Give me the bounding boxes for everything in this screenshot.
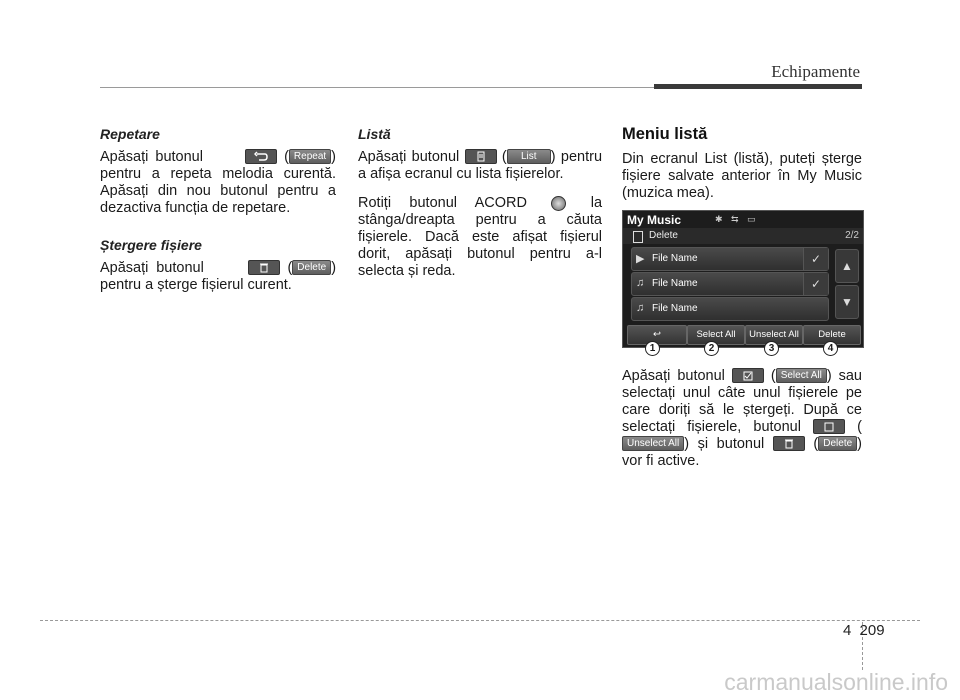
repeat-text-before: Apăsați butonul xyxy=(100,149,203,165)
file-name: File Name xyxy=(652,303,698,314)
callout-1: 1 xyxy=(645,341,660,356)
delete-button[interactable]: Delete xyxy=(803,325,861,345)
header-rule xyxy=(100,87,656,88)
unselect-text-after: ) și butonul xyxy=(684,436,765,452)
delete-text-before: Apăsați butonul xyxy=(100,260,204,276)
page-number-value: 209 xyxy=(859,622,885,639)
page-number xyxy=(843,622,885,639)
trash-icon xyxy=(773,436,805,451)
select-all-button[interactable]: Select All xyxy=(687,325,745,345)
repeat-heading: Repetare xyxy=(100,126,160,142)
screen-title: My Music xyxy=(627,213,682,227)
music-note-icon: ♫ xyxy=(636,277,645,289)
file-row[interactable] xyxy=(631,272,829,296)
watermark: carmanualsonline.info xyxy=(724,669,948,695)
back-button[interactable]: ↩ xyxy=(627,325,687,345)
list-paragraph xyxy=(358,149,602,183)
delete-button-label: Delete xyxy=(292,260,331,275)
check-icon[interactable]: ✓ xyxy=(803,248,828,270)
delete-open-paren: ( xyxy=(813,436,819,452)
file-name: File Name xyxy=(652,253,698,264)
callout-2: 2 xyxy=(704,341,719,356)
delete-open-paren: ( xyxy=(287,260,293,276)
acord-paragraph xyxy=(358,195,602,280)
callout-4: 4 xyxy=(823,341,838,356)
select-open-paren: ( xyxy=(770,368,776,384)
file-name: File Name xyxy=(652,278,698,289)
repeat-icon xyxy=(245,149,277,164)
list-icon xyxy=(633,231,643,243)
column-2 xyxy=(358,126,602,280)
list-icon xyxy=(465,149,497,164)
page-indicator: 2/2 xyxy=(845,230,859,241)
final-text: ) vor fi active. xyxy=(622,436,863,469)
header-rule-accent xyxy=(654,84,862,89)
repeat-text-after: ) pentru a repeta melodia curentă. Apăsați din nou butonul pentru a dezactiva funcția de repetare. xyxy=(100,149,336,216)
acord-text-before: Rotiți butonul ACORD xyxy=(358,195,527,211)
unselect-open-paren: ( xyxy=(857,419,863,435)
section-title: Echipamente xyxy=(771,62,860,81)
play-icon: ▶ xyxy=(636,253,645,265)
scroll-up-icon[interactable]: ▲ xyxy=(835,249,859,283)
list-text-after: ) pentru a afișa ecranul cu lista fișierelor. xyxy=(358,149,603,182)
select-text-mid: ) sau selectați unul câte unul fișierele pe care doriți să le ștergeți. După ce selectați fișierele, butonul xyxy=(622,368,862,435)
delete-paragraph xyxy=(100,260,336,294)
acord-text-after: la stânga/dreapta pentru a căuta fișierele. Dacă este afișat fișierul dorit, apăsați butonul pentru a-l selecta și reda. xyxy=(358,195,603,279)
list-heading: Listă xyxy=(358,126,391,142)
column-1 xyxy=(100,126,336,294)
file-row[interactable] xyxy=(631,297,829,321)
repeat-open-paren: ( xyxy=(284,149,289,165)
select-text-before: Apăsați butonul xyxy=(622,368,725,384)
callout-3: 3 xyxy=(764,341,779,356)
select-paragraph xyxy=(622,368,862,470)
column-3-lower xyxy=(622,368,862,470)
delete-text-after: ) pentru a șterge fișierul curent. xyxy=(100,260,337,293)
list-menu-intro: Din ecranul List (listă), puteți șterge fișiere salvate anterior în My Music (muzica mea). xyxy=(622,151,862,201)
select-all-label: Select All xyxy=(776,368,827,383)
trash-icon xyxy=(248,260,280,275)
list-text-before: Apăsați butonul xyxy=(358,149,460,165)
music-screen xyxy=(622,210,864,348)
file-row[interactable] xyxy=(631,247,829,271)
checkbox-icon xyxy=(732,368,764,383)
footer-rule xyxy=(40,620,920,621)
unselect-icon xyxy=(813,419,845,434)
chapter-number: 4 xyxy=(843,622,852,639)
unselect-all-label: Unselect All xyxy=(622,436,684,451)
music-note-icon: ♫ xyxy=(636,302,645,314)
list-button-label: List xyxy=(507,149,551,164)
status-icons: ✱ ⇆ ▭ xyxy=(715,214,759,224)
column-3 xyxy=(622,126,862,202)
repeat-button-label: Repeat xyxy=(289,149,331,164)
repeat-paragraph xyxy=(100,149,336,217)
delete-label: Delete xyxy=(818,436,857,451)
list-menu-heading: Meniu listă xyxy=(622,125,708,143)
scroll-down-icon[interactable]: ▼ xyxy=(835,285,859,319)
knob-icon xyxy=(551,196,566,211)
screen-delete-label: Delete xyxy=(649,230,678,241)
list-open-paren: ( xyxy=(501,149,507,165)
check-icon[interactable]: ✓ xyxy=(803,273,828,295)
unselect-all-button[interactable]: Unselect All xyxy=(745,325,803,345)
delete-heading: Ștergere fișiere xyxy=(100,237,202,253)
